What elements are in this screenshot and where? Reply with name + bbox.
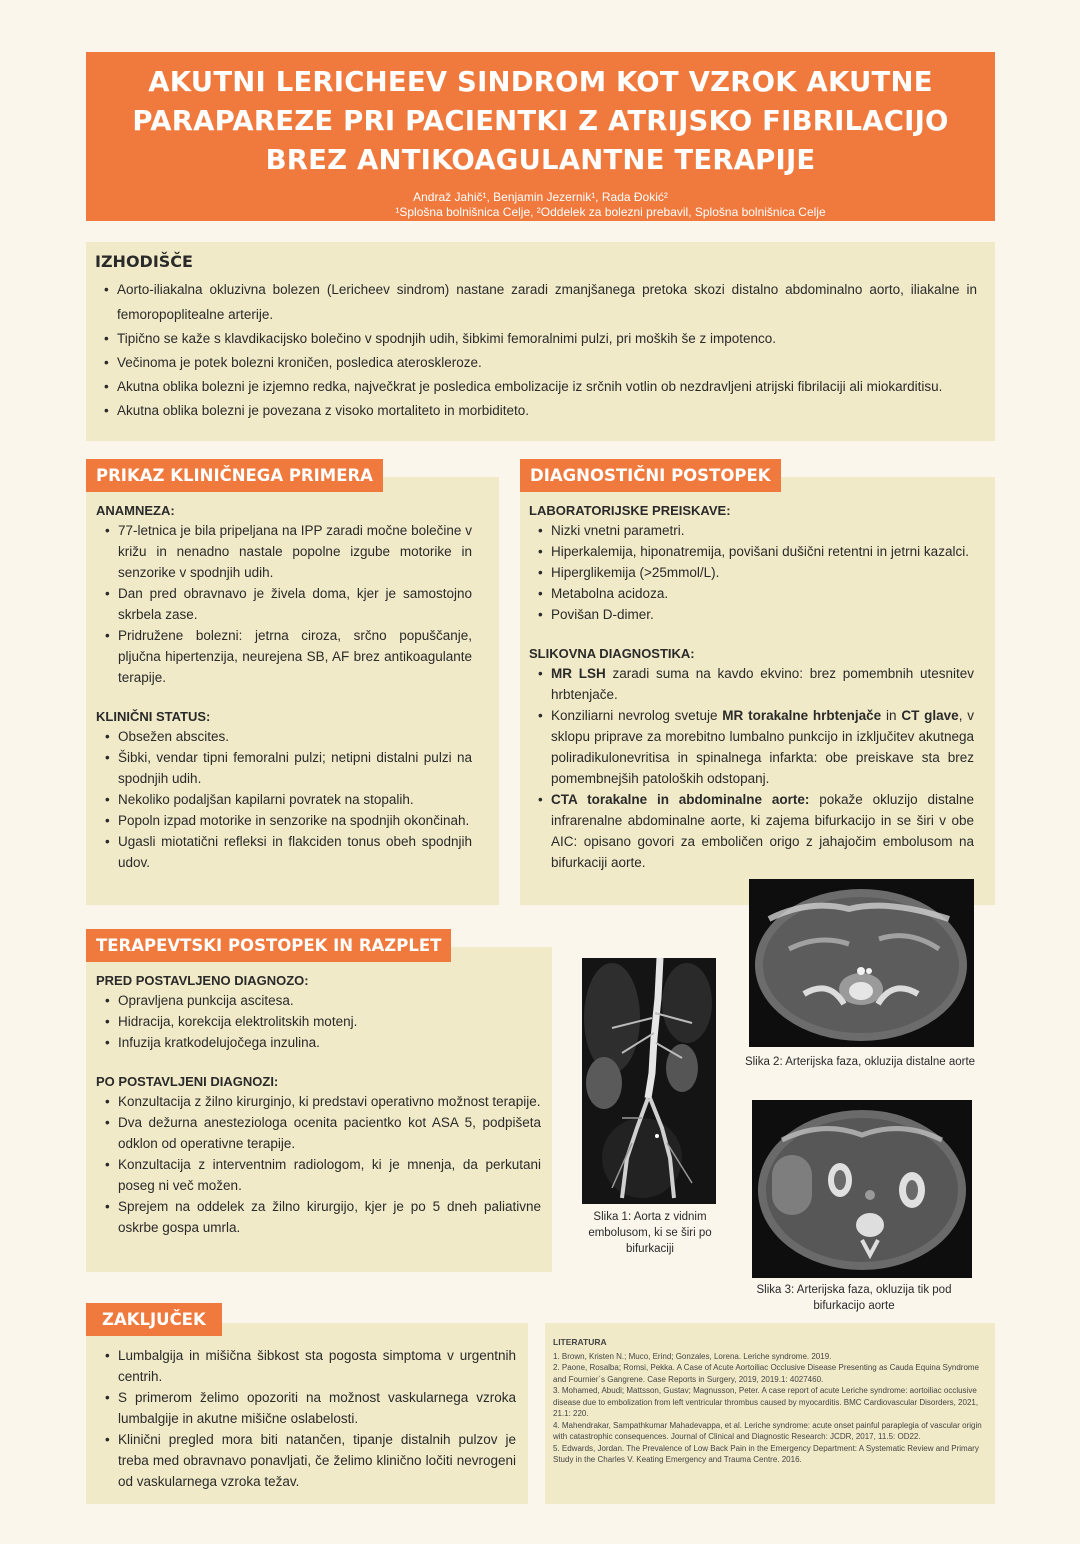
list-item: • Pridružene bolezni: jetrna ciroza, srčno popuščanje, pljučna hipertenzija, neurejena SB, AF brez antikoagulante terapije. (96, 625, 472, 688)
status-heading: KLINIČNI STATUS: (96, 709, 211, 724)
item-text: , v sklopu priprave za morebitno lumbalno punkcijo in izključitev akutnega poliradikulonevritisa in spinalnega infarkta: obe preiskave sta brez pomembnejših patoloških odstopanj. (551, 708, 974, 786)
bold-term: MR LSH (551, 666, 606, 681)
authors: Andraž Jahič¹, Benjamin Jezernik¹, Rada Đokić² (413, 190, 668, 204)
list-item: • Nizki vnetni parametri. (529, 520, 974, 541)
list-item: • Klinični pregled mora biti natančen, tipanje distalnih pulzov je treba med obravnavo ponavljati, če želimo klinično ločiti nevrogeni od vaskularnega vzroka težav. (96, 1429, 516, 1492)
zakljucek-panel (86, 1323, 528, 1504)
izhodisce-list (95, 277, 977, 423)
literatura-panel (545, 1323, 995, 1504)
terapija-title: TERAPEVTSKI POSTOPEK IN RAZPLET (86, 929, 451, 962)
diagnostika-panel (520, 477, 995, 905)
angiography-image (582, 958, 716, 1204)
list-item: • Aorto-iliakalna okluzivna bolezen (Lericheev sindrom) nastane zaradi zmanjšanega pretoka skozi distalno abdominalno aorto, iliakalne in femoropoplitealne arterije. (95, 277, 977, 327)
lab-heading: LABORATORIJSKE PREISKAVE: (529, 503, 731, 518)
list-item (529, 663, 974, 705)
list-item: • Konzultacija z žilno kirurginjo, ki predstavi operativno možnost terapije. (96, 1091, 541, 1112)
list-item: • 77-letnica je bila pripeljana na IPP zaradi močne bolečine v križu in nenadno nastale popolne izgube motorike in senzorike v spodnjih udih. (96, 520, 472, 583)
affiliations: ¹Splošna bolnišnica Celje, ²Oddelek za bolezni prebavil, Splošna bolnišnica Celje (395, 205, 826, 219)
list-item: • Šibki, vendar tipni femoralni pulzi; netipni distalni pulzi na spodnjih udih. (96, 747, 472, 789)
list-item: • Popoln izpad motorike in senzorike na spodnjih okončinah. (96, 810, 472, 831)
list-item: • Sprejem na oddelek za žilno kirurgijo, kjer je po 5 dneh paliativne oskrbe gospa umrla. (96, 1196, 541, 1238)
reference-item: 4. Mahendrakar, Sampathkumar Mahadevappa, et al. Leriche syndrome: acute onset painful paraplegia of vascular origin with catastrophic consequences. Journal of Clinical and Diagnostic Research: JCDR, 2017, 11.5: OD22. (553, 1420, 982, 1441)
figure-1-angiography (582, 958, 716, 1204)
izhodisce-title: IZHODIŠČE (95, 252, 193, 271)
po-heading: PO POSTAVLJENI DIAGNOZI: (96, 1074, 279, 1089)
figure-3-ct (752, 1100, 972, 1278)
item-text: Konziliarni nevrolog svetuje (551, 708, 723, 723)
list-item: • Hiperkalemija, hiponatremija, povišani dušični retentni in jetrni kazalci. (529, 541, 974, 562)
reference-item: 3. Mohamed, Abudi; Mattsson, Gustav; Magnusson, Peter. A case report of acute Leriche syndrome: aortoiliac occlusive disease due to embolization from left ventricular thrombus caused by myocarditis. BMC Cardiovascular Disorders, 2021, 21.1: 220. (553, 1386, 979, 1418)
status-list (96, 726, 472, 873)
imaging-heading: SLIKOVNA DIAGNOSTIKA: (529, 646, 695, 661)
list-item: • Tipično se kaže s klavdikacijsko bolečino v spodnjih udih, šibkimi femoralnimi pulzi, pri moških še z impotenco. (95, 327, 977, 351)
figure-1-caption: Slika 1: Aorta z vidnim embolusom, ki se širi po bifurkaciji (588, 1211, 712, 1255)
list-item: • Akutna oblika bolezni je povezana z visoko mortaliteto in morbiditeto. (95, 399, 977, 423)
list-item: • Večinoma je potek bolezni kroničen, posledica ateroskleroze. (95, 351, 977, 375)
pred-list (96, 990, 541, 1053)
ct-image-distal-aorta (749, 879, 974, 1047)
bold-term: MR torakalne hrbtenjače (722, 708, 882, 723)
list-item: • Metabolna acidoza. (529, 583, 974, 604)
poster-header (86, 52, 995, 221)
terapija-panel (86, 947, 552, 1272)
list-item: • Hidracija, korekcija elektrolitskih motenj. (96, 1011, 541, 1032)
po-list (96, 1091, 541, 1238)
list-item: • Obsežen abscites. (96, 726, 472, 747)
list-item: • Akutna oblika bolezni je izjemno redka, največkrat je posledica embolizacije iz srčnih votlin ob nezdravljeni atrijski fibrilaciji ali miokarditisu. (95, 375, 977, 399)
item-text: pokaže okluzijo distalne infrarenalne abdominalne aorte, ki zajema bifurkacijo in se širi v obe AIC: opisano govori za emboličen origo z jahajočim embolusom na bifurkaciji aorte. (551, 792, 974, 870)
bold-term: CT glave (901, 708, 959, 723)
item-text: zaradi suma na kavdo ekvino: brez pomembnih utesnitev hrbtenjače. (551, 666, 975, 702)
figure-2-caption: Slika 2: Arterijska faza, okluzija distalne aorte (744, 1056, 976, 1068)
item-text: in (881, 708, 902, 723)
diagnostika-title: DIAGNOSTIČNI POSTOPEK (520, 459, 781, 492)
imaging-list (529, 663, 974, 873)
poster-title: AKUTNI LERICHEEV SINDROM KOT VZROK AKUTNE PARAPAREZE PRI PACIENTKI Z ATRIJSKO FIBRILACIJO BREZ ANTIKOAGULANTNE TERAPIJE (132, 66, 949, 176)
lab-list (529, 520, 974, 625)
list-item: • Nekoliko podaljšan kapilarni povratek na stopalih. (96, 789, 472, 810)
anamneza-list (96, 520, 472, 688)
list-item: • Infuzija kratkodelujočega inzulina. (96, 1032, 541, 1053)
izhodisce-panel (86, 242, 995, 441)
list-item: • Dan pred obravnavo je živela doma, kjer je samostojno skrbela zase. (96, 583, 472, 625)
prikaz-panel (86, 477, 499, 905)
literatura-title: LITERATURA (553, 1337, 607, 1347)
reference-item: 1. Brown, Kristen N.; Muco, Erind; Gonzales, Lorena. Leriche syndrome. 2019. (553, 1351, 832, 1361)
prikaz-title: PRIKAZ KLINIČNEGA PRIMERA (86, 459, 383, 492)
list-item: • Dva dežurna anesteziologa ocenita pacientko kot ASA 5, podpišeta odklon od operativne terapije. (96, 1112, 541, 1154)
list-item: • Povišan D-dimer. (529, 604, 974, 625)
anamneza-heading: ANAMNEZA: (96, 503, 175, 518)
figure-3-caption: Slika 3: Arterijska faza, okluzija tik pod bifurkacijo aorte (756, 1284, 952, 1312)
list-item: • Hiperglikemija (>25mmol/L). (529, 562, 974, 583)
reference-item: 2. Paone, Rosalba; Romsi, Pekka. A Case of Acute Aortoiliac Occlusive Disease Presenting as Cauda Equina Syndrome and Fournier´s Gangrene. Case Reports in Surgery, 2019, 2019.1: 4027460. (553, 1363, 980, 1384)
pred-heading: PRED POSTAVLJENO DIAGNOZO: (96, 973, 309, 988)
reference-item: 5. Edwards, Jordan. The Prevalence of Low Back Pain in the Emergency Department: A Systematic Review and Primary Study in the Charles V. Keating Emergency and Trauma Centre. 2016. (553, 1443, 979, 1464)
ct-image-bifurcation (752, 1100, 972, 1278)
figure-2-ct (749, 879, 974, 1047)
list-item: • S primerom želimo opozoriti na možnost vaskularnega vzroka lumbalgije in akutne mišične oslabelosti. (96, 1387, 516, 1429)
zakljucek-list (96, 1345, 516, 1492)
list-item: • Lumbalgija in mišična šibkost sta pogosta simptoma v urgentnih centrih. (96, 1345, 516, 1387)
list-item (529, 789, 974, 873)
list-item (529, 705, 974, 789)
bold-term: CTA torakalne in abdominalne aorte: (551, 792, 810, 807)
zakljucek-title: ZAKLJUČEK (86, 1303, 222, 1336)
list-item: • Ugasli miotatični refleksi in flakciden tonus obeh spodnjih udov. (96, 831, 472, 873)
list-item: • Konzultacija z interventnim radiologom, ki je mnenja, da perkutani poseg ni več možen. (96, 1154, 541, 1196)
list-item: • Opravljena punkcija ascitesa. (96, 990, 541, 1011)
